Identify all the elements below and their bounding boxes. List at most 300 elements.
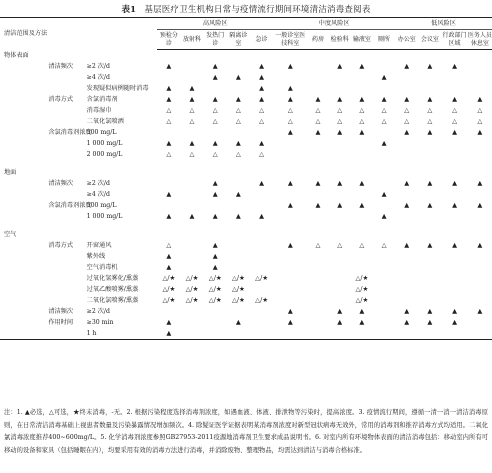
row-method: 紫外线	[86, 253, 106, 260]
row-method: 过氧化氢雾化/熏蒸	[86, 275, 139, 282]
header-area-column: 一般诊室医技科室	[273, 30, 307, 50]
row-mark	[273, 72, 307, 83]
row-mark	[418, 189, 441, 200]
row-category	[0, 262, 40, 273]
row-mark: △/★	[162, 296, 176, 304]
header-risk-group: 高风险区	[157, 18, 273, 30]
row-mark: ▲	[212, 241, 218, 249]
row-mark	[373, 262, 395, 273]
row-item	[40, 189, 84, 200]
row-category	[0, 127, 40, 138]
row-category	[0, 295, 40, 306]
row-mark: ▲	[359, 179, 365, 187]
header-risk-group: 低风险区	[395, 18, 492, 30]
row-method	[85, 167, 158, 178]
row-mark	[395, 189, 418, 200]
row-category	[0, 149, 40, 160]
row-mark: ▲	[381, 190, 387, 198]
row-mark	[418, 295, 441, 306]
row-mark	[468, 211, 492, 222]
row-mark: ▲	[452, 179, 458, 187]
row-mark	[180, 200, 203, 211]
row-item: 作用时间	[48, 319, 74, 326]
table-row	[0, 222, 492, 229]
row-mark: △/★	[185, 296, 199, 304]
row-mark	[373, 229, 395, 240]
row-mark: ▲	[427, 318, 433, 326]
row-mark	[468, 149, 492, 160]
row-mark: ▲	[189, 84, 195, 92]
row-mark	[157, 200, 180, 211]
row-mark: ▲	[212, 179, 218, 187]
row-mark	[441, 211, 467, 222]
row-mark	[329, 262, 351, 273]
row-mark	[180, 167, 203, 178]
header-area-column: 检验科	[329, 30, 351, 50]
table-row	[0, 273, 492, 284]
row-category	[0, 94, 40, 105]
row-mark: ▲	[212, 95, 218, 103]
header-area-column: 医务人员休息室	[468, 30, 492, 50]
row-mark: △	[452, 106, 458, 114]
row-mark	[250, 328, 273, 340]
row-mark: △	[315, 106, 321, 114]
row-mark: △	[427, 106, 433, 114]
row-category	[0, 251, 40, 262]
row-mark: ▲	[287, 84, 293, 92]
row-method: ≥2 次/d	[86, 308, 110, 315]
row-mark: ▲	[452, 95, 458, 103]
row-mark: △	[235, 106, 241, 114]
row-mark	[227, 61, 250, 72]
row-mark: ▲	[157, 328, 180, 340]
row-method: ≥2 次/d	[86, 180, 110, 187]
row-mark: ▲	[404, 318, 410, 326]
row-mark: ▲	[235, 73, 241, 81]
row-mark: △	[235, 117, 241, 125]
row-mark	[157, 306, 180, 317]
row-mark	[395, 138, 418, 149]
row-mark: △	[259, 106, 265, 114]
row-mark: △/★	[162, 285, 176, 293]
row-mark	[351, 72, 373, 83]
row-mark: ▲	[427, 62, 433, 70]
table-row	[0, 317, 492, 328]
row-mark	[373, 317, 395, 328]
row-category	[0, 240, 40, 251]
row-mark: △/★	[355, 274, 369, 282]
row-mark: ▲	[287, 318, 293, 326]
row-mark	[373, 295, 395, 306]
row-mark	[395, 72, 418, 83]
row-mark: △	[189, 150, 195, 158]
row-mark	[468, 167, 492, 178]
row-mark: ▲	[381, 139, 387, 147]
row-method	[85, 229, 158, 240]
row-item	[40, 295, 84, 306]
row-mark: ▲	[381, 73, 387, 81]
row-mark	[418, 211, 441, 222]
row-item: 消毒方式	[48, 96, 74, 103]
row-mark	[227, 328, 250, 340]
row-mark: ▲	[166, 139, 172, 147]
row-mark	[329, 189, 351, 200]
row-mark	[180, 189, 203, 200]
row-mark: ▲	[452, 62, 458, 70]
row-mark	[157, 178, 180, 189]
row-mark	[180, 251, 203, 262]
row-mark	[373, 83, 395, 94]
row-mark	[373, 284, 395, 295]
row-mark	[204, 328, 227, 340]
row-mark: △	[259, 117, 265, 125]
row-mark	[373, 167, 395, 178]
row-mark: △	[452, 117, 458, 125]
row-mark	[329, 149, 351, 160]
row-mark	[351, 328, 373, 340]
row-mark: ▲	[259, 95, 265, 103]
row-method: 开窗通风	[86, 242, 112, 249]
table-notes: 注：1. ▲必选，△可选，★终末消毒，-无。2. 根据污染程度选择消毒剂浓度，如遇血液、体液、排泄物等污染时，提高浓度。3. 疫情流行期间，遵循一清一消一清洁消毒原则，在日常清洁消毒基础上视患者数量及污染暴露情况增加频次。4. 除疑证医学证据表明某消毒剂浓度对新型冠状病毒无效外，常用的消毒剂和推荐消毒方式均适用。二氧化氯消毒浓度推荐400~600mg/L。5. 化学消毒剂浓度参照GB27953-2011疫源地消毒剂卫生要求成品说明书。6. 对室内所有环境物体表面的清洁消毒包括：移动室内所有可移动的设备和家具（包括睡眠在内），均要采用有效的消毒方法进行消毒，并消除废物、整理物品，均需达到清洁与消毒合格标准。	[4, 409, 488, 454]
row-method: 二氧化氯喷洒	[86, 118, 124, 125]
row-mark: ▲	[212, 252, 218, 260]
row-mark: ▲	[452, 241, 458, 249]
row-mark: △	[235, 150, 241, 158]
row-mark	[307, 262, 328, 273]
row-mark	[227, 127, 250, 138]
row-mark: ▲	[287, 179, 293, 187]
row-mark: △/★	[355, 296, 369, 304]
header-scope-method: 清洁范围及方法	[0, 18, 157, 50]
row-mark	[418, 167, 441, 178]
row-mark	[351, 149, 373, 160]
row-category	[0, 72, 40, 83]
row-mark	[204, 127, 227, 138]
row-mark	[351, 251, 373, 262]
row-method: 空气消毒机	[86, 264, 118, 271]
row-mark: ▲	[259, 73, 265, 81]
row-mark	[373, 149, 395, 160]
header-area-column: 发热门诊	[204, 30, 227, 50]
row-mark: ▲	[259, 179, 265, 187]
row-mark	[441, 83, 467, 94]
row-mark	[307, 50, 328, 62]
row-item	[40, 211, 84, 222]
row-method: ≥30 min	[86, 319, 114, 326]
row-mark: △	[381, 241, 387, 249]
row-item	[40, 105, 84, 116]
row-mark	[273, 167, 307, 178]
row-mark: ▲	[477, 128, 483, 136]
row-mark: ▲	[452, 318, 458, 326]
row-mark: ▲	[189, 95, 195, 103]
row-mark	[468, 138, 492, 149]
table-row	[0, 127, 492, 138]
row-mark: ▲	[235, 190, 241, 198]
row-mark: ▲	[359, 62, 365, 70]
row-mark: ▲	[287, 95, 293, 103]
row-mark	[468, 262, 492, 273]
row-item: 含氯消毒剂浓度	[48, 202, 92, 209]
header-area-column: 放射科	[180, 30, 203, 50]
row-mark	[468, 83, 492, 94]
row-mark	[351, 167, 373, 178]
row-mark	[204, 306, 227, 317]
row-mark: ▲	[189, 139, 195, 147]
row-mark: △/★	[231, 285, 245, 293]
row-mark	[157, 50, 180, 62]
row-mark	[273, 273, 307, 284]
row-mark	[180, 229, 203, 240]
row-item	[40, 116, 84, 127]
row-item	[40, 284, 84, 295]
row-mark: ▲	[381, 95, 387, 103]
row-item	[40, 50, 84, 62]
row-mark	[329, 295, 351, 306]
row-category	[0, 189, 40, 200]
row-item: 清洁频次	[48, 180, 74, 187]
row-mark: ▲	[315, 201, 321, 209]
row-category	[0, 178, 40, 189]
row-category	[0, 105, 40, 116]
row-mark: △	[166, 106, 172, 114]
table-row	[0, 211, 492, 222]
row-mark	[227, 178, 250, 189]
row-category	[0, 273, 40, 284]
row-method: ≥4 次/d	[86, 191, 110, 198]
row-item	[40, 262, 84, 273]
row-mark	[250, 284, 273, 295]
row-mark	[180, 50, 203, 62]
row-category	[0, 284, 40, 295]
row-mark	[227, 251, 250, 262]
row-mark: △/★	[255, 274, 268, 282]
row-mark	[395, 251, 418, 262]
row-mark: △	[166, 150, 172, 158]
row-mark	[307, 273, 328, 284]
row-mark	[441, 273, 467, 284]
row-method: 1 000 mg/L	[86, 213, 123, 220]
row-mark: ▲	[166, 263, 172, 271]
row-mark	[307, 295, 328, 306]
row-item	[40, 229, 84, 240]
row-mark	[250, 50, 273, 62]
row-mark: △/★	[231, 274, 245, 282]
row-mark	[180, 328, 203, 340]
row-mark: △	[381, 117, 387, 125]
row-mark	[180, 127, 203, 138]
row-mark	[204, 317, 227, 328]
row-mark	[273, 251, 307, 262]
row-mark	[418, 262, 441, 273]
row-mark	[307, 251, 328, 262]
row-mark	[227, 50, 250, 62]
row-mark: ▲	[452, 201, 458, 209]
row-mark: △/★	[162, 274, 176, 282]
row-mark	[395, 284, 418, 295]
row-mark: △	[287, 106, 293, 114]
table-row	[0, 229, 492, 240]
row-mark: ▲	[287, 307, 293, 315]
row-mark	[468, 50, 492, 62]
row-method: ≥2 次/d	[86, 63, 110, 70]
row-mark: ▲	[359, 201, 365, 209]
row-mark	[227, 306, 250, 317]
row-mark	[204, 229, 227, 240]
row-mark	[204, 167, 227, 178]
row-mark	[468, 72, 492, 83]
row-mark: △	[337, 106, 343, 114]
table-row	[0, 240, 492, 251]
row-mark: △/★	[231, 296, 245, 304]
table-row	[0, 72, 492, 83]
row-item: 含氯消毒剂浓度	[48, 129, 92, 136]
row-mark: ▲	[452, 307, 458, 315]
row-mark	[273, 284, 307, 295]
row-mark	[373, 61, 395, 72]
row-mark	[395, 167, 418, 178]
row-mark: ▲	[166, 318, 172, 326]
row-mark	[180, 72, 203, 83]
row-mark	[307, 229, 328, 240]
row-mark	[351, 83, 373, 94]
row-mark: △	[404, 117, 410, 125]
table-row	[0, 262, 492, 273]
row-mark: ▲	[337, 128, 343, 136]
row-mark: △	[166, 241, 172, 249]
row-mark: ▲	[166, 190, 172, 198]
row-mark	[351, 262, 373, 273]
row-mark	[227, 240, 250, 251]
row-mark: △	[189, 106, 195, 114]
row-mark: △	[359, 117, 365, 125]
row-mark	[373, 127, 395, 138]
row-mark: △/★	[255, 296, 268, 304]
row-mark	[273, 50, 307, 62]
row-mark	[204, 200, 227, 211]
row-mark: ▲	[212, 212, 218, 220]
row-mark	[395, 328, 418, 340]
row-mark	[180, 240, 203, 251]
row-mark	[418, 83, 441, 94]
row-item: 清洁频次	[48, 63, 74, 70]
row-mark	[441, 167, 467, 178]
row-mark: ▲	[404, 179, 410, 187]
header-area-column: 会议室	[418, 30, 441, 50]
row-mark: ▲	[404, 307, 410, 315]
row-mark	[373, 251, 395, 262]
row-mark: △	[212, 106, 218, 114]
table-row	[0, 116, 492, 127]
row-mark	[468, 328, 492, 340]
table-row	[0, 178, 492, 189]
row-mark: ▲	[212, 263, 218, 271]
row-method: 发现疑似病例随时消毒	[86, 85, 149, 92]
row-mark	[441, 138, 467, 149]
row-mark	[273, 328, 307, 340]
table-row	[0, 160, 492, 167]
row-mark	[395, 83, 418, 94]
row-mark	[468, 229, 492, 240]
row-mark: ▲	[259, 139, 265, 147]
row-mark: ▲	[259, 212, 265, 220]
row-mark: △/★	[208, 285, 222, 293]
row-mark: ▲	[166, 95, 172, 103]
row-mark	[307, 72, 328, 83]
row-mark	[250, 167, 273, 178]
row-mark: ▲	[404, 201, 410, 209]
row-mark	[468, 251, 492, 262]
row-mark: ▲	[337, 62, 343, 70]
row-mark	[351, 138, 373, 149]
row-mark: ▲	[166, 212, 172, 220]
row-mark	[250, 229, 273, 240]
row-mark: ▲	[477, 201, 483, 209]
row-mark	[441, 149, 467, 160]
row-mark: ▲	[404, 128, 410, 136]
row-mark: ▲	[212, 190, 218, 198]
table-row	[0, 50, 492, 62]
row-mark	[441, 284, 467, 295]
row-item	[40, 328, 84, 340]
row-method: 500 mg/L	[86, 202, 117, 209]
row-mark: ▲	[259, 84, 265, 92]
row-mark	[204, 83, 227, 94]
row-mark	[307, 284, 328, 295]
row-mark	[418, 138, 441, 149]
row-mark	[395, 50, 418, 62]
row-category: 地面	[4, 169, 17, 176]
row-mark	[307, 138, 328, 149]
row-item	[40, 149, 84, 160]
row-mark: ▲	[259, 62, 265, 70]
row-item	[40, 72, 84, 83]
row-mark	[180, 306, 203, 317]
row-mark: ▲	[404, 62, 410, 70]
row-mark	[273, 262, 307, 273]
row-category	[0, 306, 40, 317]
header-area-column: 药房	[307, 30, 328, 50]
row-mark	[307, 328, 328, 340]
row-method	[85, 50, 158, 62]
row-mark	[395, 211, 418, 222]
row-mark: ▲	[427, 307, 433, 315]
header-area-column: 输液室	[351, 30, 373, 50]
row-mark: ▲	[287, 128, 293, 136]
row-mark	[418, 273, 441, 284]
row-mark	[329, 138, 351, 149]
header-area-column: 隔离诊室	[227, 30, 250, 50]
row-mark: ▲	[477, 179, 483, 187]
row-mark	[418, 284, 441, 295]
row-mark	[441, 328, 467, 340]
row-category: 物体表面	[4, 51, 29, 59]
table-row	[0, 105, 492, 116]
row-mark	[250, 240, 273, 251]
row-mark: △	[404, 106, 410, 114]
row-mark	[395, 295, 418, 306]
row-mark	[157, 72, 180, 83]
table-row	[0, 138, 492, 149]
header-area-column: 厕所	[373, 30, 395, 50]
row-mark: △	[212, 150, 218, 158]
row-mark: ▲	[235, 139, 241, 147]
row-mark	[180, 178, 203, 189]
row-mark: ▲	[381, 212, 387, 220]
row-mark: ▲	[235, 95, 241, 103]
row-mark	[250, 262, 273, 273]
table-row	[0, 189, 492, 200]
